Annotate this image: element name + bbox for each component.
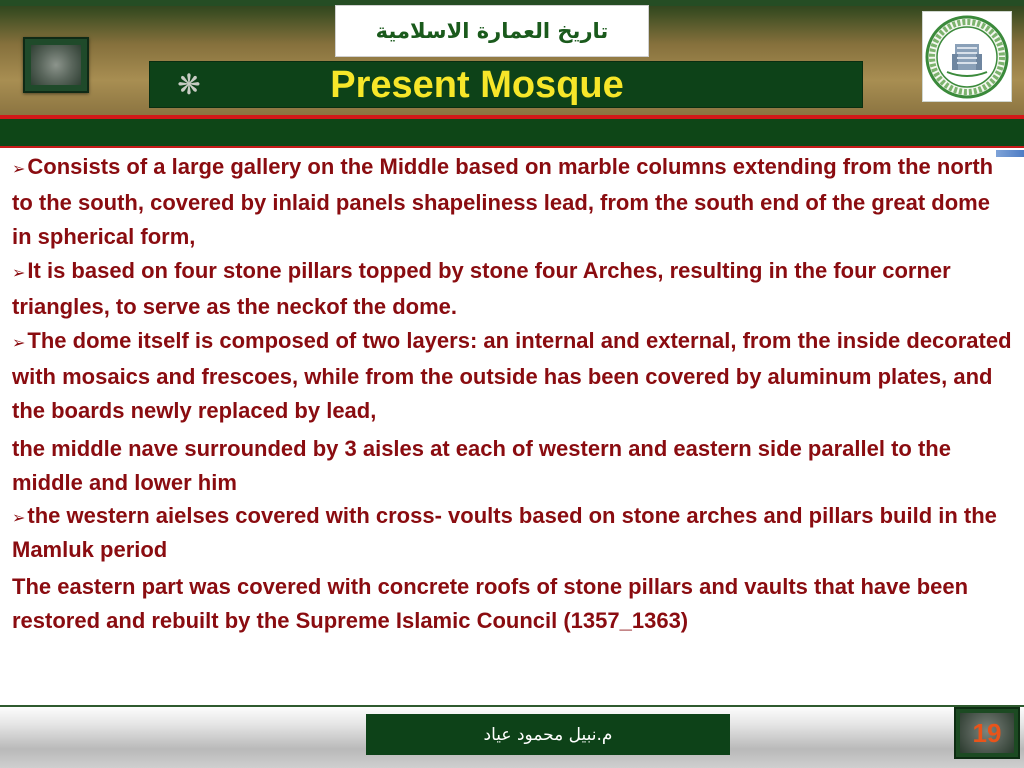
paragraph-text: the western aielses covered with cross- voults based on stone arches and pillars build in the Mamluk period [12, 503, 997, 562]
arrow-bullet-icon: ➢ [12, 508, 26, 527]
footer-top-line [0, 705, 1024, 707]
paragraph-4 [12, 432, 1012, 500]
arabic-course-title: تاريخ العمارة الاسلامية [375, 19, 609, 43]
header-bottom-red-line [0, 146, 1024, 148]
arrow-bullet-icon: ➢ [12, 159, 26, 178]
header-green-band [0, 119, 1024, 146]
slide-title: Present Mosque [330, 64, 624, 106]
paragraph-5 [12, 500, 1012, 566]
nav-square-button[interactable] [23, 37, 89, 93]
nav-square-icon [31, 45, 81, 85]
paragraph-text: the middle nave surrounded by 3 aisles at each of western and eastern side parallel to the middle and lower him [12, 436, 951, 495]
slide-body [12, 150, 1012, 638]
university-logo [922, 11, 1012, 102]
arrow-bullet-icon: ➢ [12, 263, 26, 282]
paragraph-3 [12, 324, 1012, 428]
slide-title-bar [149, 61, 863, 108]
paragraph-2 [12, 254, 1012, 324]
paragraph-text: Consists of a large gallery on the Middle based on marble columns extending from the north to the south, covered by inlaid panels shapeliness lead, from the south end of the great dome in spherical form, [12, 154, 994, 249]
arabic-course-title-box [335, 5, 649, 57]
author-box [366, 714, 730, 755]
arrow-bullet-icon: ➢ [12, 333, 26, 352]
author-name: م.نبيل محمود عياد [483, 724, 613, 745]
paragraph-1 [12, 150, 1012, 254]
university-of-palestine-seal-icon [925, 14, 1009, 100]
star-icon: ❋ [177, 68, 201, 101]
paragraph-text: The eastern part was covered with concrete roofs of stone pillars and vaults that have been restored and rebuilt by the Supreme Islamic Council (1357_1363) [12, 574, 969, 633]
page-number: 19 [960, 713, 1014, 753]
page-number-box[interactable] [954, 707, 1020, 759]
paragraph-text: It is based on four stone pillars topped by stone four Arches, resulting in the four corner triangles, to serve as the neckof the dome. [12, 258, 951, 319]
paragraph-text: The dome itself is composed of two layers: an internal and external, from the inside decorated with mosaics and frescoes, while from the outside has been covered by aluminum plates, and the boards newly replaced by lead, [12, 328, 1012, 423]
paragraph-6 [12, 570, 1012, 638]
